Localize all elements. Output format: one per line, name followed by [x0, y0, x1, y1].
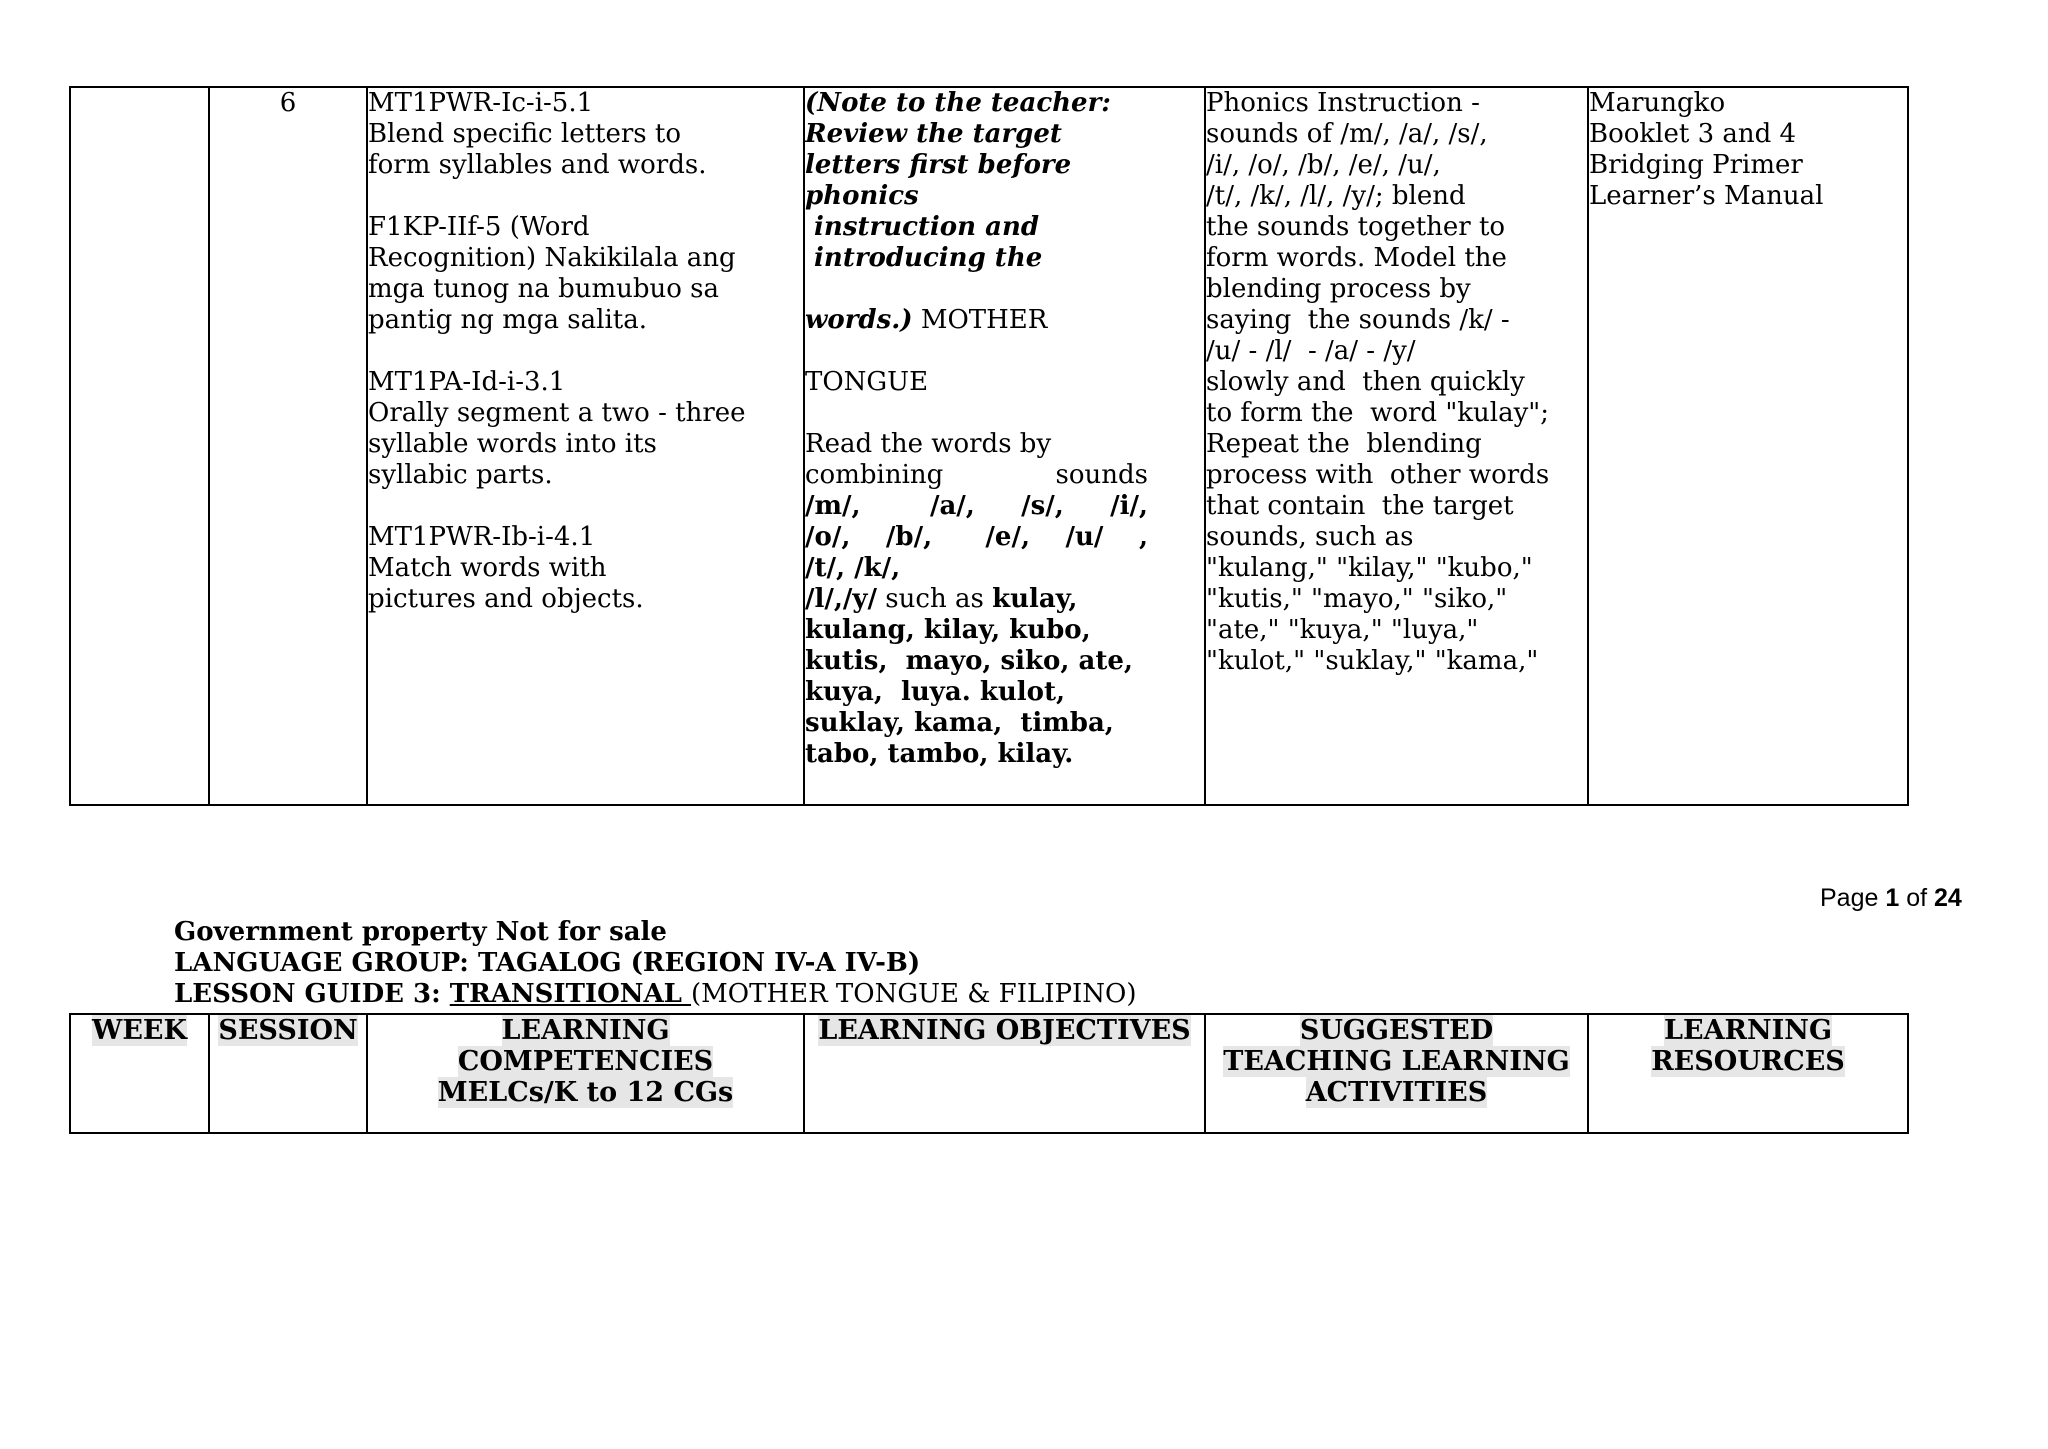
activity-line: sounds, such as — [1206, 522, 1414, 552]
header-competencies-line: LEARNING — [501, 1015, 670, 1046]
header-session-label: SESSION — [218, 1015, 358, 1046]
page-number — [1820, 884, 1962, 913]
competency-text: syllable words into its — [368, 429, 657, 459]
activity-line: process with other words — [1206, 460, 1550, 490]
page-current: 1 — [1885, 884, 1900, 912]
objective-words-line — [805, 584, 1204, 615]
competency-block-4 — [368, 522, 803, 615]
subject-tongue: TONGUE — [805, 367, 929, 397]
competency-text: Orally segment a two - three — [368, 398, 746, 428]
activity-line: /i/, /o/, /b/, /e/, /u/, — [1206, 150, 1441, 180]
header-competencies — [367, 1014, 804, 1133]
competency-text: form syllables and words. — [368, 150, 707, 180]
competency-block-1 — [368, 88, 803, 181]
page-label: Page — [1820, 884, 1879, 912]
teacher-note-line: (Note to the teacher: — [805, 88, 1111, 118]
objective-sounds: /t/, /k/, — [805, 553, 901, 583]
footer-language-group: LANGUAGE GROUP: TAGALOG (REGION IV-A IV-B) — [174, 948, 921, 978]
objective-text: Read the words by — [805, 429, 1052, 459]
objective-words: kutis, mayo, siko, ate, — [805, 646, 1133, 676]
lesson-guide-prefix: LESSON GUIDE 3: — [174, 979, 450, 1009]
activity-line: sounds of /m/, /a/, /s/, — [1206, 119, 1488, 149]
header-resources-line: LEARNING — [1664, 1015, 1832, 1046]
resource-line: Learner’s Manual — [1589, 181, 1824, 211]
activity-line: "ate," "kuya," "luya," — [1206, 615, 1479, 645]
activity-line: saying the sounds /k/ - — [1206, 305, 1510, 335]
competency-code: MT1PWR-Ic-i-5.1 — [368, 88, 594, 118]
teacher-note-end: words.) — [805, 305, 913, 335]
session-cell — [209, 87, 367, 805]
lesson-table-row — [69, 86, 1909, 806]
footer-notice: Government property Not for sale — [174, 917, 667, 947]
header-session — [209, 1014, 367, 1133]
competency-code: F1KP-IIf-5 (Word — [368, 212, 590, 242]
teacher-note-line: Review the target — [805, 119, 1062, 149]
competency-text: pantig ng mga salita. — [368, 305, 647, 335]
objective-sounds: /l/,/y/ — [805, 584, 878, 614]
activity-line: blending process by — [1206, 274, 1471, 304]
header-resources-line: RESOURCES — [1651, 1046, 1845, 1077]
objective-text: sounds — [1055, 460, 1148, 490]
session-number: 6 — [279, 88, 297, 118]
header-competencies-line: COMPETENCIES — [457, 1046, 714, 1077]
header-week — [70, 1014, 209, 1133]
competency-text: Match words with — [368, 553, 607, 583]
lesson-guide-level: TRANSITIONAL — [449, 979, 692, 1009]
activity-line: form words. Model the — [1206, 243, 1507, 273]
lesson-table-header — [69, 1013, 1909, 1134]
activity-line: that contain the target — [1206, 491, 1514, 521]
objective-sounds: /m/, /a/, /s/, /i/, — [805, 491, 1148, 521]
page-of: of — [1906, 884, 1928, 912]
header-competencies-line: MELCs/K to 12 CGs — [437, 1077, 734, 1108]
competency-text: Recognition) Nakikilala ang — [368, 243, 736, 273]
objective-subject-line — [805, 305, 1204, 336]
header-objectives-label: LEARNING OBJECTIVES — [818, 1015, 1191, 1046]
resources-cell — [1588, 87, 1908, 805]
competency-text: syllabic parts. — [368, 460, 553, 490]
header-activities-line: ACTIVITIES — [1305, 1077, 1488, 1108]
objectives-cell — [804, 87, 1205, 805]
header-activities — [1205, 1014, 1588, 1133]
header-resources — [1588, 1014, 1908, 1133]
activity-line: Phonics Instruction - — [1206, 88, 1480, 118]
competency-code: MT1PWR-Ib-i-4.1 — [368, 522, 596, 552]
teacher-note-line: instruction and — [805, 212, 1040, 242]
activity-line: slowly and then quickly — [1206, 367, 1525, 397]
header-week-label: WEEK — [92, 1015, 187, 1046]
objective-text-line — [805, 460, 1204, 491]
competency-text: pictures and objects. — [368, 584, 644, 614]
lesson-guide-subjects: (MOTHER TONGUE & FILIPINO) — [691, 979, 1137, 1009]
competency-text: Blend specific letters to — [368, 119, 682, 149]
objective-text: combining — [805, 460, 944, 490]
subject-mother: MOTHER — [912, 305, 1048, 335]
activity-line: /u/ - /l/ - /a/ - /y/ — [1206, 336, 1416, 366]
activity-line: "kulot," "suklay," "kama," — [1206, 646, 1539, 676]
competency-block-2 — [368, 212, 803, 336]
week-cell — [70, 87, 209, 805]
objective-text: such as — [877, 584, 993, 614]
teacher-note-line: introducing the — [805, 243, 1043, 273]
resource-line: Marungko — [1589, 88, 1726, 118]
activity-line: /t/, /k/, /l/, /y/; blend — [1206, 181, 1466, 211]
competencies-cell — [367, 87, 804, 805]
teacher-note-line: letters first before — [805, 150, 1072, 180]
footer-lesson-guide — [174, 979, 1137, 1010]
activity-line: to form the word "kulay"; — [1206, 398, 1550, 428]
competency-text: mga tunog na bumubuo sa — [368, 274, 720, 304]
objective-sounds: /o/, /b/, /e/, /u/ , — [805, 522, 1148, 552]
objective-words: suklay, kama, timba, — [805, 708, 1114, 738]
header-activities-line: SUGGESTED — [1299, 1015, 1494, 1046]
objective-words: kulang, kilay, kubo, — [805, 615, 1091, 645]
resource-line: Bridging Primer — [1589, 150, 1803, 180]
activity-line: the sounds together to — [1206, 212, 1506, 242]
activity-line: Repeat the blending — [1206, 429, 1482, 459]
competency-block-3 — [368, 367, 803, 491]
header-objectives — [804, 1014, 1205, 1133]
activities-cell — [1205, 87, 1588, 805]
page-total: 24 — [1934, 884, 1962, 912]
competency-code: MT1PA-Id-i-3.1 — [368, 367, 566, 397]
document-footer — [174, 917, 1137, 1010]
teacher-note-line: phonics — [805, 181, 919, 211]
teacher-note — [805, 88, 1204, 274]
activity-line: "kutis," "mayo," "siko," — [1206, 584, 1508, 614]
objective-words: tabo, tambo, kilay. — [805, 739, 1074, 769]
resource-line: Booklet 3 and 4 — [1589, 119, 1797, 149]
activity-line: "kulang," "kilay," "kubo," — [1206, 553, 1533, 583]
header-activities-line: TEACHING LEARNING — [1223, 1046, 1570, 1077]
objective-word: kulay, — [992, 584, 1078, 614]
objective-words: kuya, luya. kulot, — [805, 677, 1066, 707]
